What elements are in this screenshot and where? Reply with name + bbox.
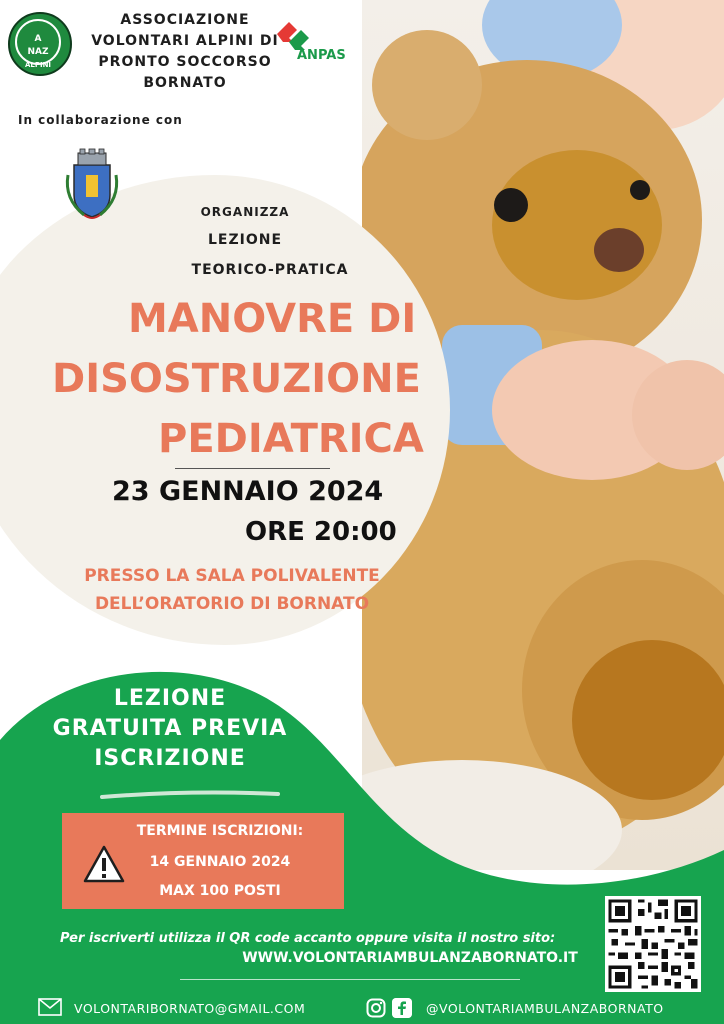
anpas-label: ANPAS xyxy=(297,48,346,63)
title-line-1: MANOVRE DI xyxy=(128,296,417,342)
title-line-3: PEDIATRICA xyxy=(158,416,424,462)
logo-line: A xyxy=(34,34,42,44)
free-line: ISCRIZIONE xyxy=(94,746,246,771)
deadline-date: 14 GENNAIO 2024 xyxy=(149,854,291,870)
teorico-pratica-label: TEORICO-PRATICA xyxy=(191,262,349,278)
collaboration-label: In collaborazione con xyxy=(18,113,183,127)
association-line: BORNATO xyxy=(143,75,227,91)
association-line: ASSOCIAZIONE xyxy=(120,12,250,28)
website-link[interactable]: WWW.VOLONTARIAMBULANZABORNATO.IT xyxy=(242,950,578,966)
association-logo xyxy=(8,12,72,76)
organizza-label: ORGANIZZA xyxy=(200,205,290,219)
crest-icon xyxy=(62,145,122,223)
max-places: MAX 100 POSTI xyxy=(159,883,281,899)
title-divider xyxy=(175,468,330,469)
logo-line: ALPINI xyxy=(24,61,52,69)
logo-line: NAZ xyxy=(27,47,49,57)
association-name xyxy=(90,10,280,94)
association-line: VOLONTARI ALPINI DI xyxy=(91,33,279,49)
footer-divider xyxy=(180,979,520,980)
social-handle[interactable]: @VOLONTARIAMBULANZABORNATO xyxy=(426,1001,664,1016)
event-time: ORE 20:00 xyxy=(245,517,397,547)
association-line: PRONTO SOCCORSO xyxy=(98,54,272,70)
decorative-swoosh xyxy=(100,790,280,800)
location-line: DELL’ORATORIO DI BORNATO xyxy=(94,594,370,614)
registration-instructions: Per iscriverti utilizza il QR code accanto oppure visita il nostro sito: xyxy=(60,931,556,946)
free-line: LEZIONE xyxy=(113,686,227,711)
deadline-label: TERMINE ISCRIZIONI: xyxy=(136,823,304,839)
free-line: GRATUITA PREVIA xyxy=(52,716,288,741)
location-line: PRESSO LA SALA POLIVALENTE xyxy=(84,566,380,586)
contact-email[interactable]: VOLONTARIBORNATO@GMAIL.COM xyxy=(74,1001,306,1016)
event-location xyxy=(62,562,402,618)
facebook-icon[interactable] xyxy=(392,998,412,1018)
instagram-icon[interactable] xyxy=(366,998,386,1018)
event-date: 23 GENNAIO 2024 xyxy=(112,476,384,507)
qr-code-icon[interactable] xyxy=(605,896,701,992)
mail-icon xyxy=(38,998,62,1016)
free-lesson-note xyxy=(40,684,300,774)
title-line-2: DISOSTRUZIONE xyxy=(52,356,421,402)
lezione-label: LEZIONE xyxy=(207,232,283,248)
